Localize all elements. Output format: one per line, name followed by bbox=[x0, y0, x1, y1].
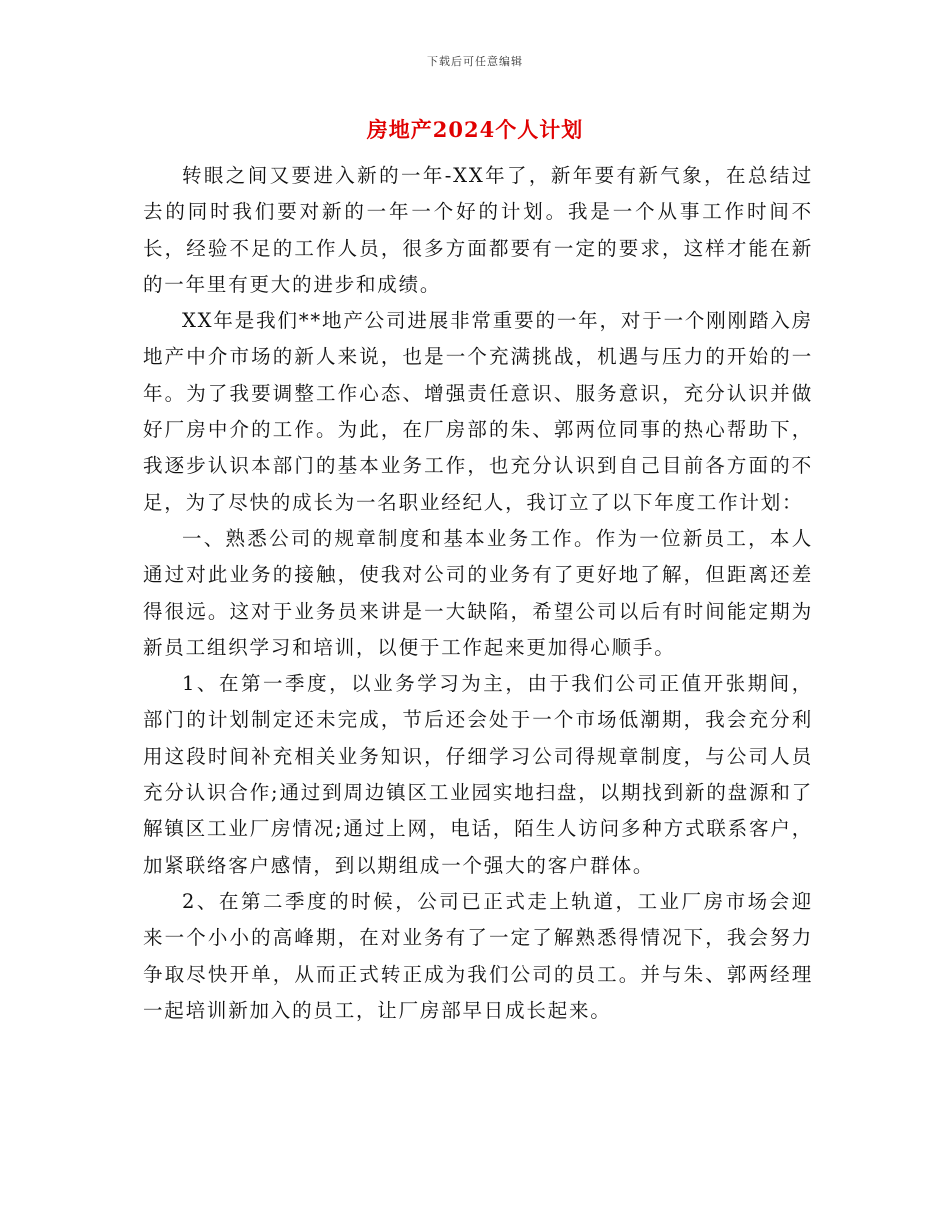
document-body bbox=[143, 158, 813, 1029]
document-title: 房地产2024个人计划 bbox=[366, 117, 584, 142]
paragraph-background: XX年是我们**地产公司进展非常重要的一年，对于一个刚刚踏入房地产中介市场的新人来说，也是一个充满挑战，机遇与压力的开始的一年。为了我要调整工作心态、增强责任意识、服务意识，充分认识并做好厂房中介的工作。为此，在厂房部的朱、郭两位同事的热心帮助下，我逐步认识本部门的基本业务工作，也充分认识到自己目前各方面的不足，为了尽快的成长为一名职业经纪人，我订立了以下年度工作计划： bbox=[143, 309, 813, 514]
paragraph-second-quarter: 2、在第二季度的时候，公司已正式走上轨道，工业厂房市场会迎来一个小小的高峰期，在对业务有了一定了解熟悉得情况下，我会努力争取尽快开单，从而正式转正成为我们公司的员工。并与朱、郭两经理一起培训新加入的员工，让厂房部早日成长起来。 bbox=[143, 889, 813, 1022]
paragraph-section-one: 一、熟悉公司的规章制度和基本业务工作。作为一位新员工，本人通过对此业务的接触，使我对公司的业务有了更好地了解，但距离还差得很远。这对于业务员来讲是一大缺陷，希望公司以后有时间能定期为新员工组织学习和培训，以便于工作起来更加得心顺手。 bbox=[143, 526, 813, 659]
paragraph-intro: 转眼之间又要进入新的一年-XX年了，新年要有新气象，在总结过去的同时我们要对新的一年一个好的计划。我是一个从事工作时间不长，经验不足的工作人员，很多方面都要有一定的要求，这样才能在新的一年里有更大的进步和成绩。 bbox=[143, 164, 813, 296]
header-note: 下载后可任意编辑 bbox=[427, 55, 523, 68]
paragraph-first-quarter: 1、在第一季度，以业务学习为主，由于我们公司正值开张期间，部门的计划制定还未完成，节后还会处于一个市场低潮期，我会充分利用这段时间补充相关业务知识，仔细学习公司得规章制度，与公司人员充分认识合作;通过到周边镇区工业园实地扫盘，以期找到新的盘源和了解镇区工业厂房情况;通过上网，电话，陌生人访问多种方式联系客户，加紧联络客户感情，到以期组成一个强大的客户群体。 bbox=[143, 672, 813, 877]
